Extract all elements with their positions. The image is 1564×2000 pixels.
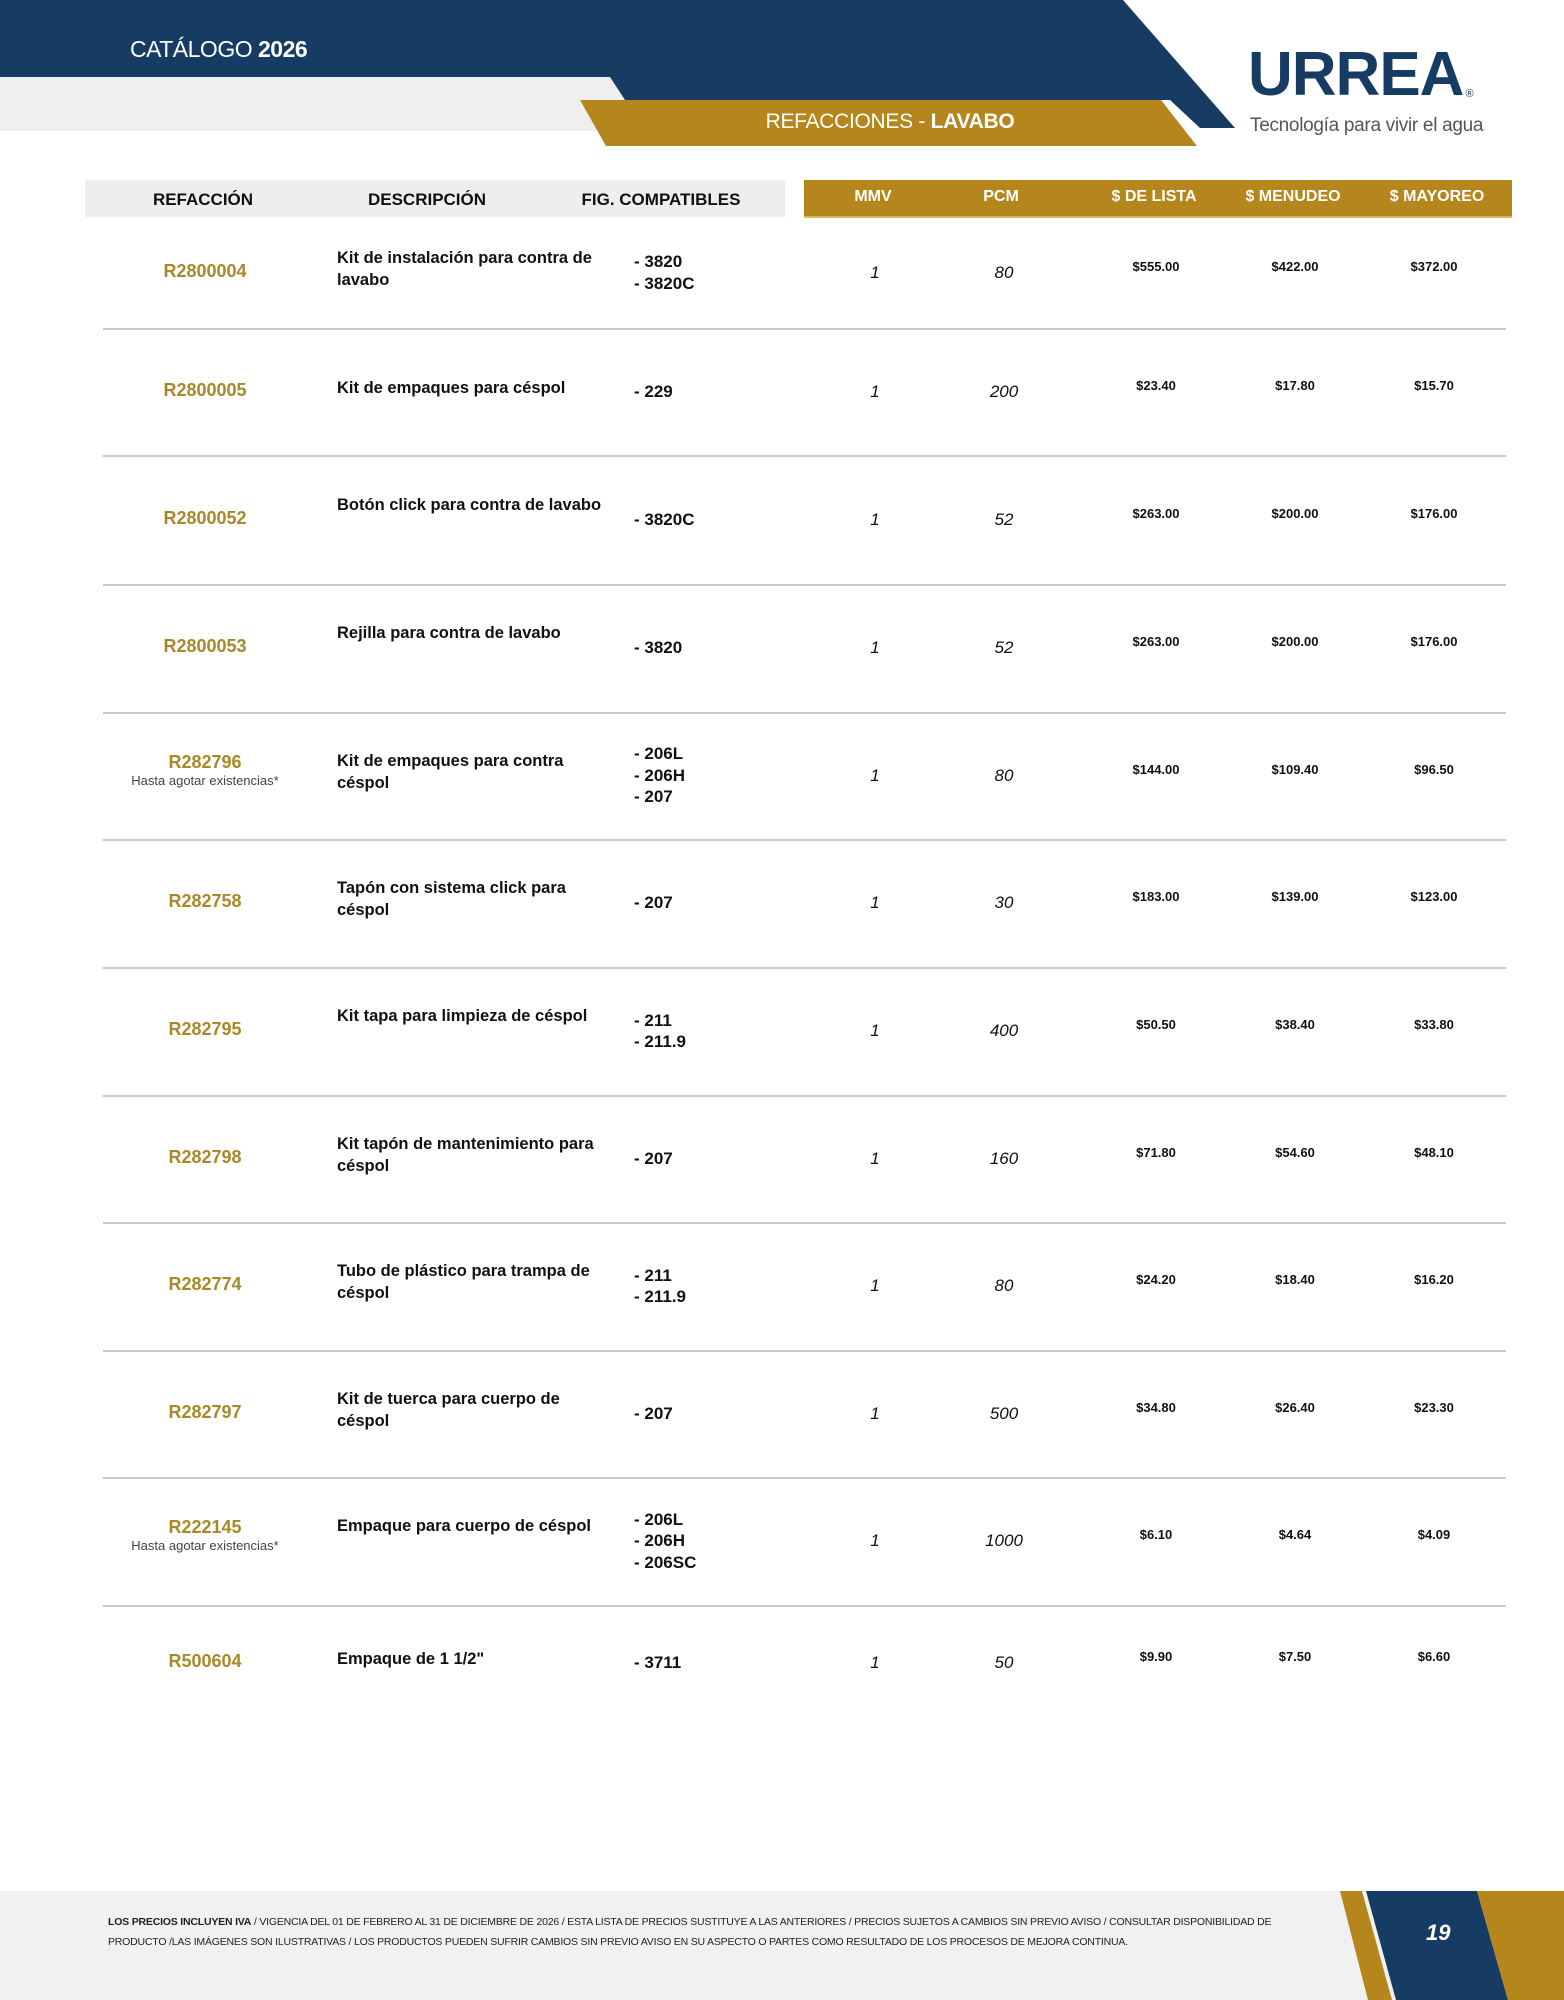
retail-price: $18.40: [1275, 1272, 1315, 1287]
description: Rejilla para contra de lavabo: [337, 624, 561, 642]
list-price: $144.00: [1132, 761, 1180, 777]
list-price: $263.00: [1132, 505, 1180, 521]
part-code: R282774: [168, 1274, 242, 1294]
wholesale-price: $48.10: [1414, 1144, 1454, 1160]
part-code-cell: [168, 1402, 241, 1423]
row-divider: [103, 1605, 1506, 1607]
wholesale-price: $123.00: [1410, 889, 1458, 904]
list-price: $34.80: [1136, 1399, 1176, 1415]
section-prefix: REFACCIONES -: [765, 110, 926, 133]
part-code-cell: [168, 1651, 241, 1672]
part-code: R282795: [168, 1019, 242, 1039]
footer-bold: LOS PRECIOS INCLUYEN IVA: [108, 1916, 252, 1928]
list-price: $50.50: [1136, 1017, 1176, 1032]
retail-price: $422.00: [1271, 258, 1319, 274]
mmv-value: 1: [870, 509, 880, 529]
brand-logo: URREA: [1248, 40, 1464, 109]
description: Kit tapón de mantenimiento para céspol: [337, 1134, 594, 1175]
row-divider: [103, 712, 1506, 714]
row-divider: [103, 839, 1506, 841]
part-code: R2800005: [163, 379, 247, 400]
retail-price: $38.40: [1275, 1017, 1315, 1032]
list-price: $23.40: [1136, 377, 1176, 393]
mmv-value: 1: [870, 765, 880, 785]
compatible-figure: - 3711: [634, 1652, 682, 1672]
compatible-figures: [634, 637, 682, 659]
col-header-mmv: MMV: [854, 188, 892, 205]
retail-price: $200.00: [1271, 505, 1319, 521]
wholesale-price: $33.80: [1414, 1017, 1454, 1032]
compatible-figure: - 207: [634, 787, 673, 807]
compatible-figures: [634, 509, 694, 531]
catalog-label: CATÁLOGO: [130, 36, 253, 62]
part-code: R282797: [168, 1401, 242, 1422]
list-price: $6.10: [1139, 1527, 1173, 1542]
compatible-figure: - 206H: [634, 765, 686, 785]
pcm-value: 50: [994, 1652, 1014, 1672]
compatible-figure: - 211: [634, 1010, 672, 1030]
part-code: R222145: [168, 1517, 242, 1537]
mmv-value: 1: [870, 1148, 880, 1168]
col-header-pcm: PCM: [983, 188, 1019, 205]
compatible-figure: - 211.9: [634, 1032, 686, 1051]
compatible-figures: [634, 1509, 696, 1574]
retail-price: $139.00: [1271, 889, 1319, 904]
part-code-cell: [131, 752, 278, 788]
compatible-figure: - 229: [634, 381, 673, 401]
description: Empaque para cuerpo de céspol: [337, 1517, 591, 1535]
col-header-refaccion: REFACCIÓN: [152, 190, 254, 209]
compatible-figures: [634, 1148, 673, 1170]
list-price: $263.00: [1132, 634, 1180, 649]
compatible-figures: [634, 381, 673, 403]
compatible-figure: - 3820: [634, 638, 683, 658]
pcm-value: 80: [994, 262, 1014, 282]
section-name: LAVABO: [930, 110, 1015, 133]
col-header-lista: $ DE LISTA: [1111, 188, 1197, 205]
pcm-value: 30: [994, 893, 1014, 912]
pcm-value: 80: [994, 765, 1014, 785]
compatible-figures: [634, 743, 685, 808]
compatible-figures: [634, 892, 673, 914]
row-divider: [103, 967, 1506, 969]
col-header-menudeo: $ MENUDEO: [1245, 188, 1341, 205]
mmv-value: 1: [870, 1531, 880, 1550]
part-code-cell: [168, 1019, 241, 1040]
list-price: $9.90: [1139, 1648, 1173, 1664]
retail-price: $7.50: [1278, 1648, 1312, 1664]
footer-text: / VIGENCIA DEL 01 DE FEBRERO AL 31 DE DICIEMBRE DE 2026 / ESTA LISTA DE PRECIOS SUSTITUYE A LAS ANTERIORES / PRECIOS SUJETOS A CAMBIOS SIN PREVIO AVISO / CONSULTAR DISPONIBILIDAD DE PRODUCTO /LAS IMÁGENES SON ILUSTRATIVAS / LOS PRODUCTOS PUEDEN SUFRIR CAMBIOS SIN PREVIO AVISO EN SU ASPECTO O PARTES COMO RESULTADO DE LOS PROCESOS DE MEJORA CONTINUA.: [108, 1916, 1272, 1948]
description: Tubo de plástico para trampa de céspol: [337, 1262, 590, 1302]
compatible-figures: [634, 1010, 686, 1053]
stock-note: Hasta agotar existencias*: [131, 1538, 279, 1553]
wholesale-price: $96.50: [1414, 761, 1454, 777]
description: Tapón con sistema click para céspol: [337, 879, 566, 919]
catalog-title: [130, 36, 307, 63]
registered-mark: ®: [1465, 88, 1474, 100]
stock-note: Hasta agotar existencias*: [131, 772, 279, 788]
compatible-figure: - 206SC: [634, 1552, 697, 1572]
retail-price: $26.40: [1275, 1399, 1315, 1415]
wholesale-price: $23.30: [1414, 1399, 1454, 1415]
description: Kit de instalación para contra de lavabo: [337, 248, 592, 289]
col-header-mayoreo: $ MAYOREO: [1389, 188, 1485, 205]
part-code: R2800004: [163, 260, 247, 281]
pcm-value: 160: [989, 1148, 1019, 1168]
row-divider: [103, 1477, 1506, 1479]
part-code-cell: [131, 1517, 278, 1553]
part-code: R282796: [168, 751, 242, 772]
part-code-cell: [168, 1147, 241, 1168]
mmv-value: 1: [870, 262, 880, 282]
row-divider: [103, 455, 1506, 457]
description: Empaque de 1 1/2": [337, 1649, 485, 1668]
pcm-value: 400: [989, 1021, 1019, 1040]
description: Kit de tuerca para cuerpo de céspol: [337, 1389, 560, 1430]
row-divider: [103, 1222, 1506, 1224]
catalog-year: 2026: [258, 36, 308, 62]
part-code-cell: [163, 380, 246, 401]
compatible-figure: - 206L: [634, 744, 684, 764]
pcm-value: 80: [994, 1276, 1014, 1295]
row-divider: [103, 584, 1506, 586]
part-code-cell: [163, 508, 246, 529]
compatible-figure: - 206L: [634, 1509, 684, 1529]
description: Kit tapa para limpieza de céspol: [337, 1007, 588, 1025]
wholesale-price: $372.00: [1410, 258, 1458, 274]
footer-disclaimer: [108, 1912, 1328, 1952]
compatible-figures: [634, 251, 694, 294]
pcm-value: 500: [989, 1403, 1019, 1423]
section-title: [600, 110, 1180, 134]
part-code-cell: [168, 891, 241, 912]
compatible-figures: [634, 1652, 681, 1674]
part-code-cell: [163, 261, 246, 282]
col-header-descripcion: DESCRIPCIÓN: [367, 190, 487, 209]
row-divider: [103, 1095, 1506, 1097]
list-price: $555.00: [1132, 258, 1180, 274]
part-code: R2800053: [163, 636, 247, 656]
row-divider: [103, 1350, 1506, 1352]
compatible-figure: - 3820: [634, 252, 683, 271]
part-code-cell: [163, 636, 246, 657]
wholesale-price: $176.00: [1410, 505, 1458, 521]
compatible-figure: - 211.9: [634, 1287, 686, 1306]
retail-price: $109.40: [1271, 761, 1319, 777]
list-price: $183.00: [1132, 889, 1180, 904]
compatible-figure: - 207: [634, 893, 673, 913]
pcm-value: 52: [994, 509, 1014, 529]
part-code: R282798: [168, 1146, 242, 1167]
wholesale-price: $4.09: [1417, 1527, 1451, 1542]
compatible-figures: [634, 1265, 686, 1308]
mmv-value: 1: [870, 893, 880, 912]
mmv-value: 1: [870, 1403, 880, 1423]
wholesale-price: $16.20: [1414, 1272, 1454, 1287]
wholesale-price: $176.00: [1410, 634, 1458, 649]
wholesale-price: $6.60: [1417, 1648, 1451, 1664]
description: Kit de empaques para céspol: [337, 378, 566, 397]
part-code: R282758: [168, 891, 242, 911]
wholesale-price: $15.70: [1414, 377, 1454, 393]
list-price: $71.80: [1136, 1144, 1176, 1160]
description: Kit de empaques para contra céspol: [337, 751, 564, 792]
page-number: 19: [1426, 1920, 1451, 1945]
pcm-value: 52: [994, 638, 1014, 657]
mmv-value: 1: [870, 1652, 880, 1672]
retail-price: $17.80: [1275, 377, 1315, 393]
pcm-value: 200: [989, 381, 1019, 401]
part-code: R500604: [168, 1650, 242, 1671]
col-header-fig: FIG. COMPATIBLES: [581, 190, 741, 209]
description: Botón click para contra de lavabo: [337, 495, 602, 514]
compatible-figure: - 3820C: [634, 509, 695, 529]
mmv-value: 1: [870, 1021, 880, 1040]
compatible-figure: - 3820C: [634, 273, 695, 293]
brand-tagline: Tecnología para vivir el agua: [1250, 115, 1484, 136]
retail-price: $4.64: [1278, 1527, 1312, 1542]
row-divider: [103, 328, 1506, 330]
part-code-cell: [168, 1274, 241, 1295]
mmv-value: 1: [870, 381, 880, 401]
mmv-value: 1: [870, 1276, 880, 1295]
compatible-figure: - 211: [634, 1265, 672, 1285]
mmv-value: 1: [870, 638, 880, 657]
compatible-figure: - 207: [634, 1403, 673, 1423]
retail-price: $54.60: [1275, 1144, 1315, 1160]
pcm-value: 1000: [985, 1531, 1023, 1550]
compatible-figure: - 207: [634, 1148, 673, 1168]
list-price: $24.20: [1136, 1272, 1176, 1287]
brand-block: [1248, 40, 1474, 109]
compatible-figure: - 206H: [634, 1531, 686, 1551]
part-code: R2800052: [163, 507, 247, 528]
retail-price: $200.00: [1271, 634, 1319, 649]
compatible-figures: [634, 1403, 673, 1425]
